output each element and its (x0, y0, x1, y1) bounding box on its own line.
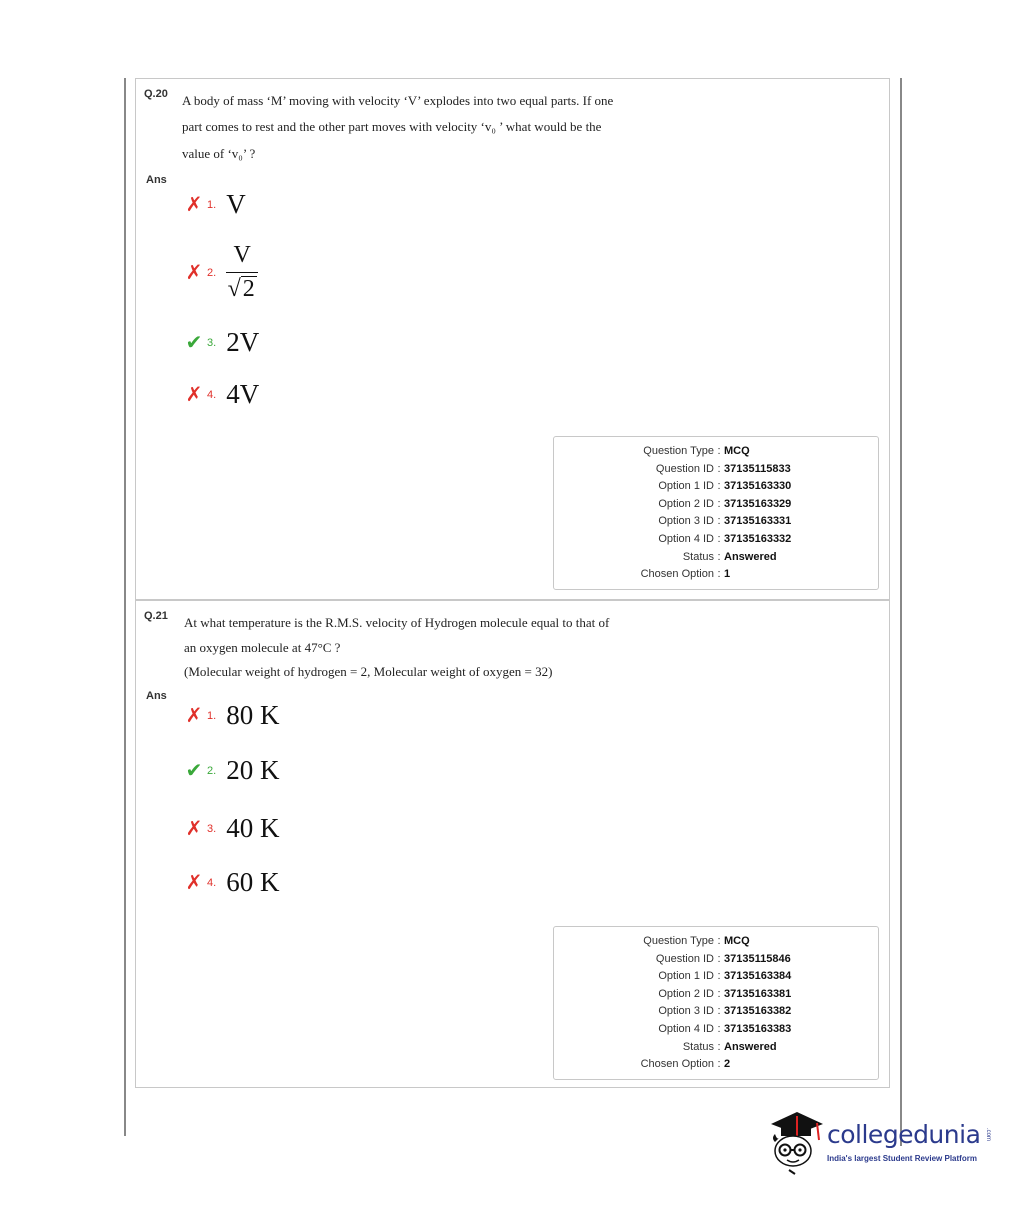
meta-key: Option 4 ID (658, 1022, 714, 1035)
question-meta-box-20 (553, 436, 879, 590)
meta-row: Option 1 ID : 37135163384 (554, 968, 878, 986)
question-number: Q.21 (144, 610, 168, 622)
meta-value: Answered (724, 550, 777, 563)
meta-key: Option 3 ID (658, 515, 714, 528)
radical-sign: √ (227, 276, 241, 302)
meta-row: Option 2 ID : 37135163381 (554, 986, 878, 1004)
meta-row: Option 4 ID : 37135163383 (554, 1021, 878, 1039)
meta-row: Status : Answered (554, 1039, 878, 1057)
question-text-line: value of ‘v₀’ ? (182, 146, 256, 161)
meta-key: Question ID (655, 952, 714, 965)
radicand: 2 (242, 276, 255, 302)
option-value: 60 K (226, 867, 280, 897)
cross-mark-icon: ✗ (185, 817, 203, 840)
option-value: 2V (226, 327, 260, 357)
option-value: V (226, 189, 246, 219)
logo-dot-com: .com (985, 1128, 991, 1142)
meta-row: Question Type : MCQ (554, 933, 878, 951)
cross-mark-icon: ✗ (185, 871, 203, 894)
question-meta-box-21 (553, 926, 879, 1080)
meta-value: 37135163382 (724, 1005, 792, 1018)
page-left-border (124, 78, 126, 1136)
meta-row: Option 3 ID : 37135163382 (554, 1003, 878, 1021)
option-value: 40 K (226, 813, 280, 843)
fraction-numerator: V (233, 242, 251, 268)
logo-tagline: India's largest Student Review Platform (827, 1154, 977, 1163)
fraction-bar (226, 272, 258, 273)
meta-row: Question ID : 37135115833 (554, 461, 878, 479)
cross-mark-icon: ✗ (185, 704, 203, 727)
cross-mark-icon: ✗ (185, 261, 203, 284)
meta-key: Status (682, 1040, 714, 1053)
meta-value: 37135163329 (724, 497, 792, 510)
option-1 (184, 189, 246, 220)
question-text-line: an oxygen molecule at 47°C ? (184, 640, 341, 655)
answer-label: Ans (146, 174, 167, 186)
fraction-v-over-root-2 (226, 242, 258, 303)
page-right-border (900, 78, 902, 1146)
meta-row: Chosen Option : 1 (554, 566, 878, 584)
meta-key: Option 2 ID (658, 497, 714, 510)
meta-value: 37135163330 (724, 480, 792, 493)
meta-value: 1 (724, 568, 731, 581)
option-number: 3. (207, 822, 217, 835)
option-number: 1. (207, 198, 217, 211)
meta-row: Option 1 ID : 37135163330 (554, 478, 878, 496)
meta-key: Option 1 ID (658, 480, 714, 493)
option-4 (184, 379, 259, 410)
square-root (228, 276, 257, 303)
option-3 (184, 813, 279, 844)
option-number: 4. (207, 876, 217, 889)
meta-key: Question Type (643, 445, 714, 457)
meta-value: 37135163331 (724, 515, 792, 528)
question-text-line: At what temperature is the R.M.S. velocity of Hydrogen molecule equal to that of (184, 615, 610, 630)
meta-value: 37135115846 (724, 952, 791, 965)
meta-value: 37135163384 (724, 970, 792, 983)
check-mark-icon: ✔ (185, 759, 203, 782)
option-value: 80 K (226, 700, 280, 730)
option-number: 3. (207, 336, 217, 349)
option-number: 2. (207, 764, 217, 777)
meta-value: 2 (724, 1058, 731, 1071)
answer-label: Ans (146, 690, 167, 702)
cross-mark-icon: ✗ (185, 193, 203, 216)
check-mark-icon: ✔ (185, 331, 203, 354)
cross-mark-icon: ✗ (185, 383, 203, 406)
mascot-icon (767, 1106, 825, 1176)
collegedunia-logo (767, 1106, 997, 1176)
meta-row: Option 4 ID : 37135163332 (554, 531, 878, 549)
meta-row: Question Type : MCQ (554, 443, 878, 461)
option-4 (184, 867, 279, 898)
question-number: Q.20 (144, 88, 168, 100)
question-text-line: part comes to rest and the other part moves with velocity ‘v₀ ’ what would be the (182, 119, 602, 134)
meta-key: Option 3 ID (658, 1005, 714, 1018)
option-value: 20 K (226, 755, 280, 785)
meta-key: Option 2 ID (658, 987, 714, 1000)
meta-key: Chosen Option (640, 1058, 714, 1071)
meta-key: Option 1 ID (658, 970, 714, 983)
option-3 (184, 327, 259, 358)
meta-value: 37135163383 (724, 1022, 792, 1035)
meta-key: Question Type (643, 935, 714, 947)
meta-row: Option 3 ID : 37135163331 (554, 513, 878, 531)
option-2 (184, 755, 279, 786)
option-number: 2. (207, 266, 217, 279)
meta-value: MCQ (724, 935, 750, 947)
meta-key: Question ID (655, 462, 714, 475)
option-1 (184, 700, 279, 731)
meta-key: Option 4 ID (658, 532, 714, 545)
meta-value: Answered (724, 1040, 777, 1053)
option-value: 4V (226, 379, 260, 409)
logo-wordmark: collegedunia (827, 1120, 981, 1149)
meta-value: 37135115833 (724, 462, 791, 475)
meta-key: Chosen Option (640, 568, 714, 581)
option-2 (184, 242, 258, 303)
meta-key: Status (682, 550, 714, 563)
meta-value: MCQ (724, 445, 750, 457)
meta-value: 37135163332 (724, 532, 792, 545)
question-text-line: A body of mass ‘M’ moving with velocity ‘V’ explodes into two equal parts. If one (182, 93, 614, 108)
meta-row: Status : Answered (554, 549, 878, 567)
option-number: 4. (207, 388, 217, 401)
meta-row: Chosen Option : 2 (554, 1056, 878, 1074)
option-number: 1. (207, 709, 217, 722)
meta-row: Question ID : 37135115846 (554, 951, 878, 969)
meta-row: Option 2 ID : 37135163329 (554, 496, 878, 514)
question-text-line: (Molecular weight of hydrogen = 2, Molecular weight of oxygen = 32) (184, 664, 553, 679)
meta-value: 37135163381 (724, 987, 792, 1000)
